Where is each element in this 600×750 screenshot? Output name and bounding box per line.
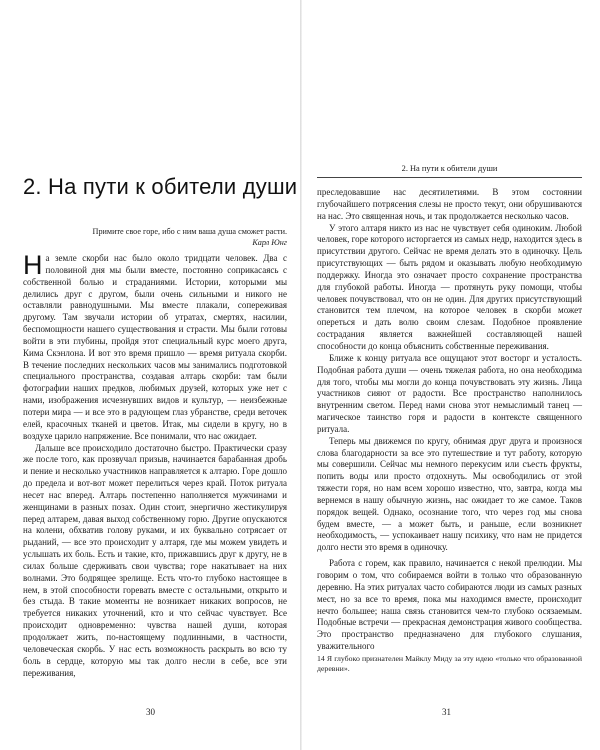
book-spine-shadow (300, 0, 302, 750)
epigraph (23, 226, 287, 248)
paragraph-text: а земле скорби нас было около тридцати человек. Два с половиной дня мы были вместе, постоянно соприкасаясь с собственной болью и страданиями. Истории, которыми мы делились друг с другом, были очень сильными и никого не оставляли равнодушными. Мы вместе плакали, сопереживая другому. Там звучали истории об утратах, смертях, насилии, беспомощности нашего существования и страсти. Мы были готовы войти в эти глубины, пройдя этот специальный курс моего друга, Кима Скэнлона. И вот это время пришло — время ритуала скорби. В течение последних нескольких часов мы занимались подготовкой специального пространства, создавая алтарь скорби: там были фотографии наших предков, любимых друзей, которых уже нет с нами, изображения исчезнувших видов и культур, — неизбежные потери мира — и все это в радующем глаз убранстве, среди веточек елей, красочных тканей и цветов. Итак, мы сидели в кругу, но в воздухе царило напряжение. Все понимали, что нас ожидает. (23, 253, 287, 441)
paragraph (23, 250, 287, 443)
paragraph: преследовавшие нас десятилетиями. В этом состоянии глубочайшего потрясения слезы не просто текут, они обрушиваются на нас. Это священная ночь, и так продолжается несколько часов. (317, 187, 582, 221)
paragraph: Работа с горем, как правило, начинается с некой прелюдии. Мы говорим о том, что собираемся войти в только что образованную деревню. На этих ритуалах часто собираются люди из самых разных мест, но за все то время, пока мы находимся вместе, происходит нечто большее; наша связь становится чем-то глубоко осязаемым. Подобные встречи — прекрасная демонстрация живого сообщества. Это пространство предназначено для глубокого слушания, уважительного (317, 558, 582, 652)
right-page-body (317, 187, 582, 653)
running-head: 2. На пути к обители души (401, 164, 498, 173)
paragraph: Дальше все происходило достаточно быстро. Практически сразу же после того, как прозвучал призыв, начинается барабанная дробь и пение и несколько участников направляется к алтарю. Горе дошло до предела и вот-вот может перелиться через край. Поток ритуала несет нас вперед. Алтарь постепенно наполняется мужчинами и женщинами в разных позах. Один стоит, энергично жестикулируя перед алтарем, давая выход собственному горю. Другие опускаются на колени, обхватив голову руками, и их буквально сотрясает от рыданий, — все это происходит у алтаря, где мы можем увидеть и услышать их боль. Есть и такие, кто, прижавшись друг к другу, не в силах больше сдерживать свои чувства; горе накатывает на них волнами. Это бодрящее зрелище. Есть что-то глубоко настоящее в нем, в этой способности горевать вместе с остальными, открыто и без стыда. В такие моменты не возникает никаких вопросов, не требуется никаких уточнений, кто и что сейчас чувствует. Все происходит одновременно: чувства нашей души, которая продолжает жить, по-настоящему подлинными, в частности, человеческая скорбь. У нас есть возможность раскрыть во всю ту боль в сердце, которую мы так долго несли в себе, все эти переживания, (23, 442, 287, 678)
paragraph: Теперь мы движемся по кругу, обнимая друг друга и произнося слова благодарности за все это путешествие и тут работу, которую мы совершили. Сейчас мы немного перекусим или съесть фрукты, попить воды или просто отдохнуть. Мы освободились от этой тяжести горя, но нам всем хорошо известно, что, завтра, когда мы вернемся в нашу обычную жизнь, нас ожидает то же самое. Таков порядок вещей. Однако, осознание того, что через год мы снова будем вместе, — а может быть, и раньше, если возникнет необходимость, — успокаивает нашу психику, что нам не придется долго нести это время в одиночку. (317, 435, 582, 553)
page-number-left: 30 (146, 707, 155, 717)
chapter-title: 2. На пути к обители души (23, 174, 298, 199)
epigraph-author: Карл Юнг (252, 238, 287, 247)
running-head-rule (317, 177, 582, 178)
drop-cap: Н (23, 250, 43, 280)
page-number-right: 31 (442, 707, 451, 717)
footnote: 14 Я глубоко признателен Майклу Миду за эту идею «только что образованной деревни». (317, 654, 582, 673)
paragraph: Ближе к концу ритуала все ощущают этот восторг и усталость. Подобная работа души — очень тяжелая работа, но она необходима для того, чтобы мы могли до конца почувствовать эту жизнь. Лица участников сияют от радости. Все пространство наполнилось внутренним светом. Перед нами снова этот немыслимый танец — магическое таинство горя и радости в контексте священного ритуала. (317, 352, 582, 434)
left-page-body (23, 250, 287, 679)
epigraph-text: Примите свое горе, ибо с ним ваша душа сможет расти. (92, 227, 287, 236)
paragraph: У этого алтаря никто из нас не чувствует себя одиноким. Любой человек, горе которого исторгается из самых недр, находится здесь в присутствии другого. Сейчас не время делать это в одиночку. Цель присутствующих — быть рядом и оказывать любую необходимую поддержку. Иногда это означает просто сохранение пространства для глубокой работы. Иногда — протянуть руку помощи, чтобы человек почувствовал, что он не один. Для других присутствующий становится тем плечом, на которое человек в скорби может опереться и дать волю своим слезам. Подобное проявление сострадания является важнейшей составляющей нашей способности до конца объяснить собственные переживания. (317, 222, 582, 351)
